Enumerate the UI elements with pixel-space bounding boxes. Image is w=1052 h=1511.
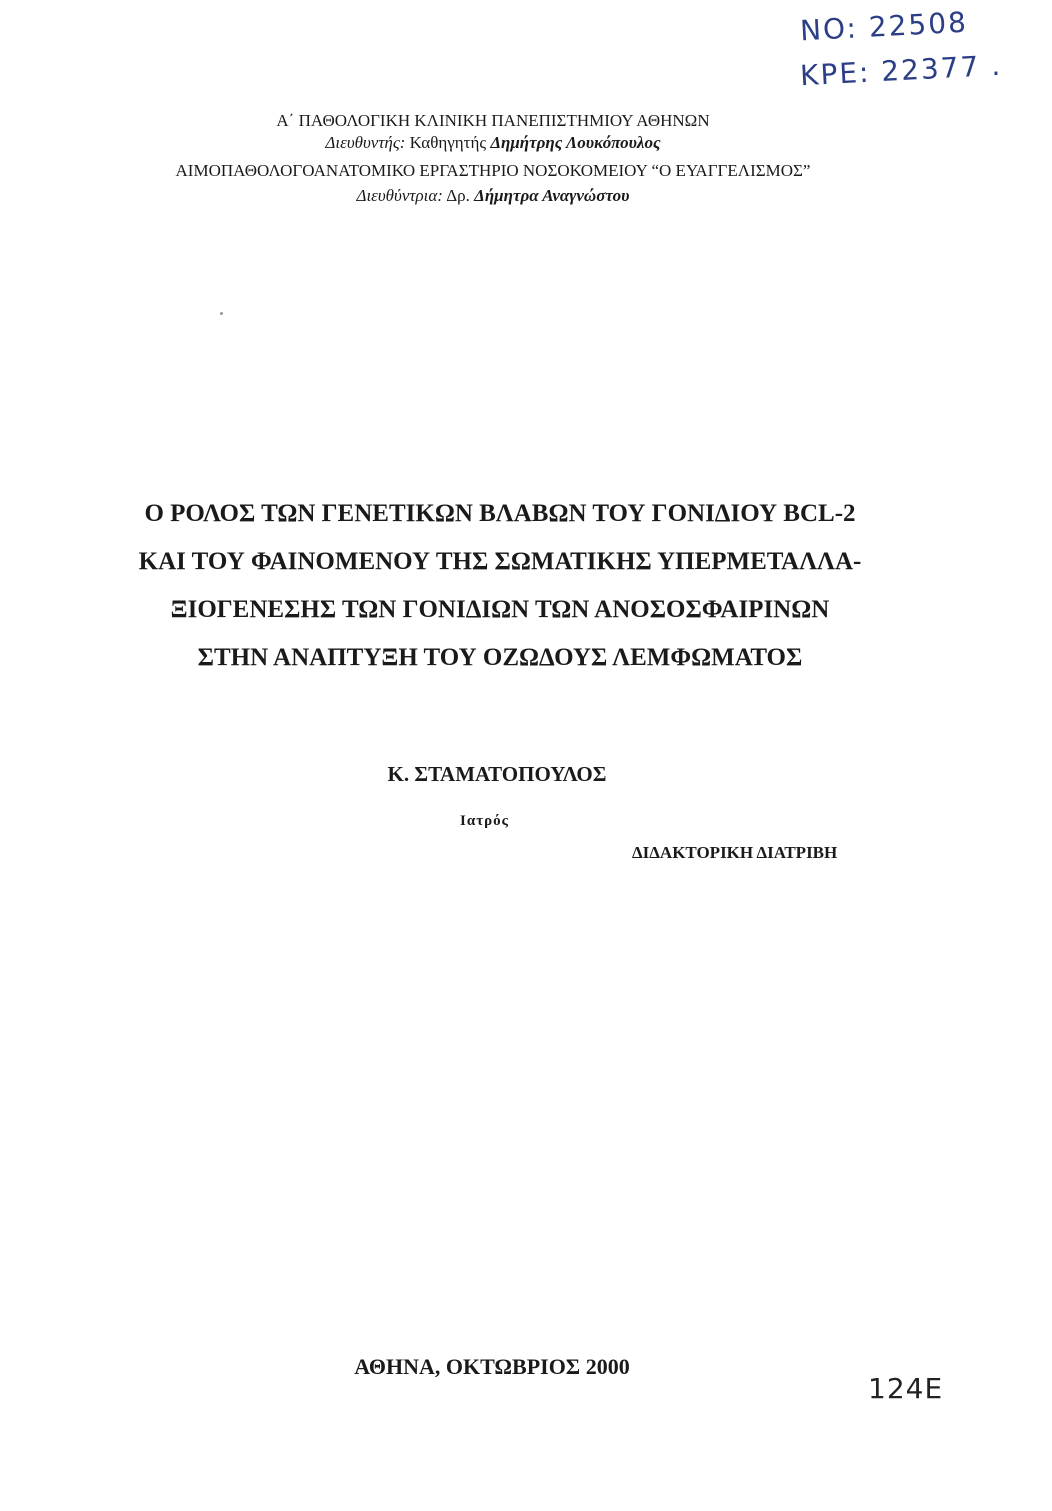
laboratory-director-line	[0, 185, 986, 207]
director-title: Καθηγητής	[409, 133, 487, 152]
document-type: ΔΙΔΑΚΤΟΡΙΚΗ ΔΙΑΤΡΙΒΗ	[632, 843, 838, 862]
title-line: ΚΑΙ ΤΟΥ ΦΑΙΝΟΜΕΝΟΥ ΤΗΣ ΣΩΜΑΤΙΚΗΣ ΥΠΕΡΜΕΤΑΛΛΑ-	[138, 548, 862, 575]
author-name: Κ. ΣΤΑΜΑΤΟΠΟΥΛΟΣ	[387, 762, 607, 786]
thesis-title	[60, 490, 940, 682]
handwritten-reference: ΚΡΕ: 22377 .	[799, 48, 1003, 93]
clinic-name: Α΄ ΠΑΘΟΛΟΓΙΚΗ ΚΛΙΝΙΚΗ ΠΑΝΕΠΙΣΤΗΜΙΟΥ ΑΘΗΝΩΝ	[276, 111, 710, 130]
clinic-director-line	[0, 132, 986, 154]
title-line: Ο ΡΟΛΟΣ ΤΩΝ ΓΕΝΕΤΙΚΩΝ ΒΛΑΒΩΝ ΤΟΥ ΓΟΝΙΔΙΟΥ BCL-2	[144, 500, 856, 527]
title-line: ΞΙΟΓΕΝΕΣΗΣ ΤΩΝ ΓΟΝΙΔΙΩΝ ΤΩΝ ΑΝΟΣΟΣΦΑΙΡΙΝΩΝ	[170, 596, 830, 623]
handwritten-number: NO: 22508	[799, 5, 969, 48]
director-label: Διευθυντής:	[325, 133, 406, 152]
directress-title: Δρ.	[446, 186, 470, 205]
directress-label: Διευθύντρια:	[356, 186, 443, 205]
directress-name: Δήμητρα Αναγνώστου	[474, 186, 630, 205]
author-role: Ιατρός	[460, 813, 509, 829]
scan-speck	[220, 312, 223, 315]
place-and-date: ΑΘΗΝΑ, ΟΚΤΩΒΡΙΟΣ 2000	[354, 1354, 630, 1379]
handwritten-page-count: 124Ε	[868, 1372, 944, 1405]
title-line: ΣΤΗΝ ΑΝΑΠΤΥΞΗ ΤΟΥ ΟΖΩΔΟΥΣ ΛΕΜΦΩΜΑΤΟΣ	[197, 644, 803, 671]
laboratory-name: ΑΙΜΟΠΑΘΟΛΟΓΟΑΝΑΤΟΜΙΚΟ ΕΡΓΑΣΤΗΡΙΟ ΝΟΣΟΚΟΜΕΙΟΥ “Ο ΕΥΑΓΓΕΛΙΣΜΟΣ”	[175, 161, 811, 180]
director-name: Δημήτρης Λουκόπουλος	[490, 133, 661, 152]
